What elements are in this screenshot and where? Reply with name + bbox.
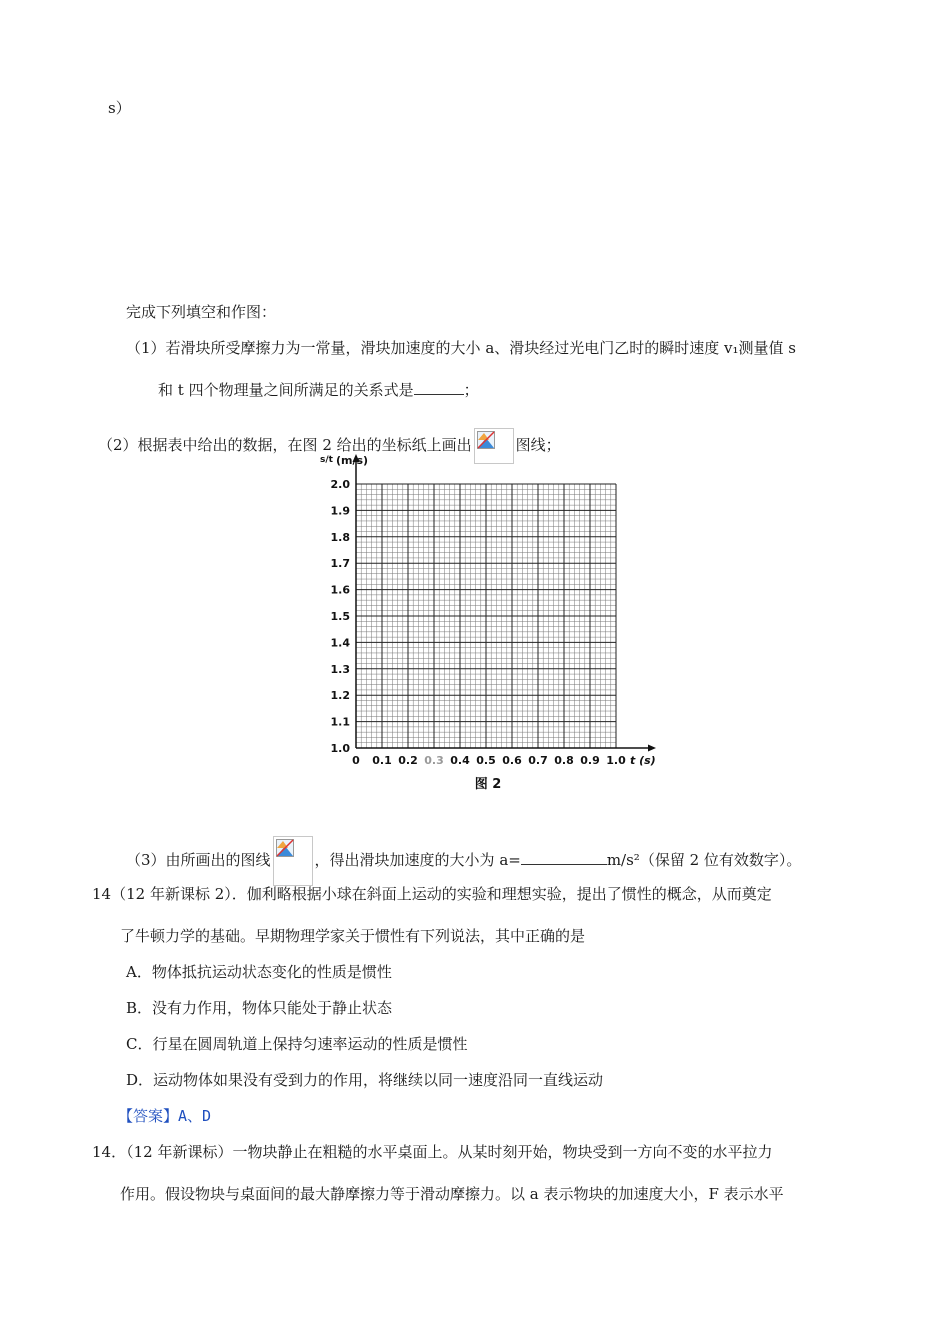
question14a-option-d: D．运动物体如果没有受到力的作用，将继续以同一速度沿同一直线运动 xyxy=(126,1071,604,1089)
q1-line2-end: ； xyxy=(463,381,479,399)
q1-line1: （1）若滑块所受摩擦力为一常量，滑块加速度的大小 a、滑块经过光电门乙时的瞬时速度 v₁测量值 s xyxy=(126,339,796,357)
question14b-line2: 作用。假设物块与桌面间的最大静摩擦力等于滑动摩擦力。以 a 表示物块的加速度大小，F 表示水平 xyxy=(120,1185,784,1203)
graph-paper-figure xyxy=(300,446,660,800)
question14a-line1: 14（12 年新课标 2）．伽利略根据小球在斜面上运动的实验和理想实验，提出了惯性的概念，从而奠定 xyxy=(92,885,772,903)
q1-line2-text: 和 t 四个物理量之间所满足的关系式是 xyxy=(158,381,414,399)
y-tick-label: 1.8 xyxy=(330,530,350,544)
top-fragment: s） xyxy=(108,99,131,117)
x-tick-label: 0 xyxy=(352,754,360,767)
q3-unit: m/s² xyxy=(606,851,640,869)
y-tick-label: 1.0 xyxy=(330,742,350,755)
x-tick-label: 0.9 xyxy=(580,754,600,767)
x-tick-label: 0.3 xyxy=(424,754,444,767)
q2-suffix: 图线； xyxy=(515,436,561,454)
question14a-answer xyxy=(118,1106,211,1126)
figure-caption: 图 2 xyxy=(474,777,502,792)
q3-line xyxy=(126,836,801,886)
y-tick-label: 2.0 xyxy=(330,478,350,491)
question14a-line2: 了牛顿力学的基础。早期物理学家关于惯性有下列说法，其中正确的是 xyxy=(120,927,586,945)
y-tick-label: 1.2 xyxy=(330,689,350,703)
question14a-option-c: C．行星在圆周轨道上保持匀速率运动的性质是惯性 xyxy=(126,1035,468,1053)
question14b-line1: 14．（12 年新课标）一物块静止在粗糙的水平桌面上。从某时刻开始，物块受到一方向不变的水平拉力 xyxy=(92,1143,773,1161)
x-tick-label: 0.4 xyxy=(450,754,470,767)
q3-prefix: （3）由所画出的图线 xyxy=(126,851,271,869)
q3-suffix: （保留 2 位有效数字）。 xyxy=(639,851,802,869)
y-tick-label: 1.3 xyxy=(330,662,350,676)
q3-answer-blank[interactable] xyxy=(521,850,607,865)
y-axis-label: (m/s) xyxy=(336,454,369,467)
x-tick-label: 0.6 xyxy=(502,754,522,767)
y-tick-label: 1.1 xyxy=(330,715,350,729)
x-axis-label: t (s) xyxy=(630,754,656,767)
answer-label: 【答案】 xyxy=(118,1107,179,1125)
q1-answer-blank[interactable] xyxy=(414,380,464,395)
y-tick-label: 1.7 xyxy=(330,557,350,571)
y-tick-label: 1.5 xyxy=(330,610,350,623)
intro-text: 完成下列填空和作图： xyxy=(126,303,277,321)
question14a-option-b: B．没有力作用，物体只能处于静止状态 xyxy=(126,999,393,1017)
x-axis-arrow-icon xyxy=(648,745,656,752)
q3-middle: ，得出滑块加速度的大小为 a= xyxy=(314,851,521,869)
y-tick-label: 1.4 xyxy=(330,636,350,650)
x-tick-label: 1.0 xyxy=(606,754,626,767)
y-axis-symbol: s/t xyxy=(320,455,333,465)
x-tick-label: 0.7 xyxy=(528,754,548,767)
x-tick-label: 0.8 xyxy=(554,754,574,767)
x-tick-label: 0.1 xyxy=(372,754,392,767)
x-tick-label: 0.2 xyxy=(398,754,418,767)
question14a-option-a: A．物体抵抗运动状态变化的性质是惯性 xyxy=(126,963,392,981)
answer-value: A、D xyxy=(178,1107,212,1125)
y-tick-label: 1.9 xyxy=(330,504,350,518)
y-tick-label: 1.6 xyxy=(330,583,350,597)
x-tick-label: 0.5 xyxy=(476,754,496,767)
q1-line2 xyxy=(158,380,479,400)
broken-image-icon-2 xyxy=(273,836,313,886)
q2-prefix: （2）根据表中给出的数据，在图 2 给出的坐标纸上画出 xyxy=(98,436,472,454)
